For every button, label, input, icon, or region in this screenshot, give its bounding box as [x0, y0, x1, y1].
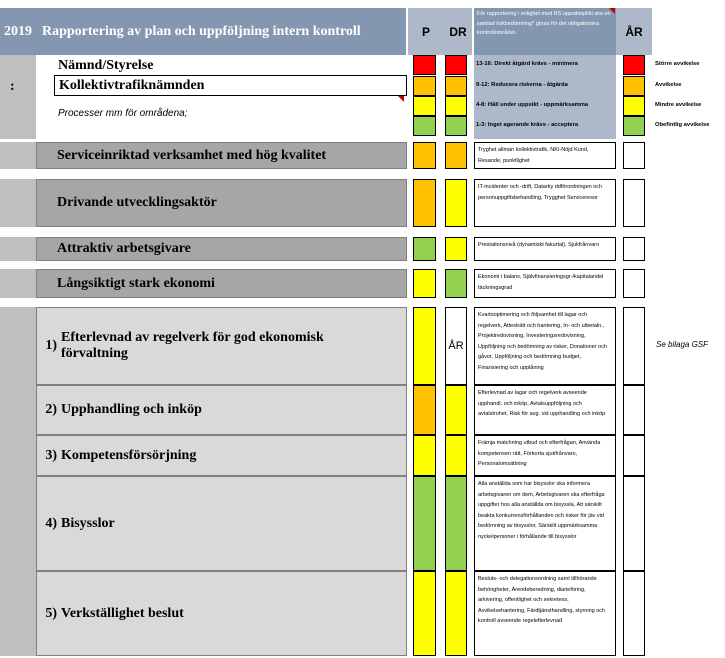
process-description: Alla anställda som har bisysslor ska informera arbetsgivaren om dem, Arbetsgivaren ska efterfråga uppgifter hos alla anställda om bisyssla, Att särskilt beakta konkurrensförhållanden och risker för jäv vid bedömning av bisysslor, Särskilt uppmärksamma nyckelpersoner i förhållande till bisysslor — [474, 476, 616, 571]
process-note: Se bilaga GSF — [656, 340, 709, 349]
process-heading — [36, 476, 407, 571]
left-margin — [0, 435, 36, 476]
ar-rating-cell[interactable] — [623, 142, 645, 169]
ar-rating-cell[interactable] — [623, 307, 645, 385]
page-title: Rapportering av plan och uppföljning intern kontroll — [42, 23, 361, 39]
ar-rating-cell[interactable] — [623, 435, 645, 476]
p-rating-cell — [413, 142, 436, 169]
process-number: 3) — [45, 447, 57, 463]
section-description: Ekonomi i balans, Självfinansieringsgr-/kapitalandel täckningsgrad — [474, 269, 616, 298]
left-margin — [0, 385, 36, 435]
namnd-prefix: : — [10, 79, 15, 94]
dr-rating-cell — [445, 179, 467, 227]
left-margin — [0, 307, 36, 385]
section-description: Tryghet allmän kollektivtrafik, NKI-Nöjd Kund, Resande, punktlighet — [474, 142, 616, 169]
legend-ar-text: Större avvikelse — [655, 61, 700, 67]
legend-dr-swatch — [445, 55, 467, 75]
legend-code-text: 4-8: Håll under uppsikt - uppmärksamma — [476, 102, 589, 108]
left-margin — [0, 142, 36, 169]
p-rating-cell — [413, 237, 436, 261]
p-rating-cell — [413, 385, 436, 435]
section-description: IT-incidenter och -drift, Datarky ddförordningen och personuppgiftsbehandling, Trygghet Serviceresor — [474, 179, 616, 227]
ar-rating-cell[interactable] — [623, 476, 645, 571]
p-rating-cell — [413, 435, 436, 476]
legend-p-swatch — [413, 96, 436, 116]
legend-ar-swatch — [623, 55, 645, 75]
info-block — [10, 55, 408, 139]
legend-ar-swatch — [623, 96, 645, 116]
process-description: Kvartsoptimering och följsamhet till lagar och regelverk, Attesträtt och hantering, In- och utbetaln., Projektredovisning, Investeringsredovisning, Uppföljning och bedömning av risker, Donationer och gåvor, Uppföljning och bedömning budget, Finansiering och upplåning — [474, 307, 616, 385]
legend-code-text: 13-16: Direkt åtgärd krävs - minimera — [476, 61, 578, 67]
process-title: Upphandling och inköp — [61, 402, 202, 417]
year-label: 2019 — [4, 23, 32, 39]
process-heading — [36, 435, 407, 476]
risk-note: För rapportering i enlighet med RS uppsiktsplikt ska en samlad riskbedömning* göras för det obligatoriska kontrollområdet. — [474, 8, 616, 55]
section-title: Attraktiv arbetsgivare — [57, 241, 191, 256]
process-heading — [36, 385, 407, 435]
namnd-field[interactable]: Kollektivtrafiknämnden — [54, 75, 407, 96]
legend-p-swatch — [413, 116, 436, 136]
left-margin — [0, 179, 36, 227]
legend-p-swatch — [413, 55, 436, 75]
legend-code-text: 9-12: Reducera riskerna - åtgärda — [476, 82, 568, 88]
process-title: Efterlevnad av regelverk för god ekonomisk förvaltning — [61, 330, 324, 361]
process-number: 4) — [45, 515, 57, 531]
dr-rating-cell — [445, 142, 467, 169]
process-title: Bisysslor — [61, 515, 115, 531]
left-margin — [0, 237, 36, 261]
process-number: 1) — [45, 338, 57, 353]
process-heading — [36, 307, 407, 385]
processes-hint: Processer mm för områdena; — [58, 108, 188, 119]
section-title: Serviceinriktad verksamhet med hög kvalitet — [57, 147, 327, 163]
namnd-label: Nämnd/Styrelse — [58, 58, 154, 73]
section-heading — [36, 179, 407, 227]
left-margin — [0, 476, 36, 571]
section-title: Drivande utvecklingsaktör — [57, 195, 217, 210]
ar-rating-cell[interactable] — [623, 179, 645, 227]
dr-rating-cell — [445, 269, 467, 298]
p-rating-cell — [413, 179, 436, 227]
p-rating-cell — [413, 269, 436, 298]
dr-rating-cell — [445, 571, 467, 656]
dr-rating-text: ÅR — [448, 340, 464, 352]
process-heading — [36, 571, 407, 656]
ar-rating-cell[interactable] — [623, 571, 645, 656]
col-ar-header: ÅR — [616, 8, 652, 55]
legend-dr-swatch — [445, 96, 467, 116]
legend-code-text: 1-3: Inget agerande krävs - acceptera — [476, 122, 579, 128]
dr-rating-cell — [445, 237, 467, 261]
legend-comment-marker — [609, 8, 615, 14]
legend-ar-text: Avvikelse — [655, 82, 682, 88]
section-description: Prestationsnivå (dynamiskt fakurtal), Sjukfrånvaro — [474, 237, 616, 261]
section-heading — [36, 142, 407, 169]
process-number: 2) — [45, 402, 57, 417]
dr-rating-cell — [445, 476, 467, 571]
process-description: Besluts- och delegationsordning samt tillhörande behörigheter, Ärendeberedning, diarieföring, arkivering, offentlighet och sekretess, Avvikelsehantering, Färdtjänsthandling, styrning och kontroll avseende regelefterlevnad — [474, 571, 616, 656]
left-margin — [0, 55, 36, 139]
process-title: Kompetensförsörjning — [61, 447, 197, 463]
process-description: Efterlevnad av lagar och regelverk avseende upphandl. och inköp, Avtalsuppföljning och avtalstrohet, Risk för avg. vid upphandling och inköp — [474, 385, 616, 435]
process-number: 5) — [45, 605, 57, 621]
left-margin — [0, 571, 36, 656]
legend-ar-swatch — [623, 76, 645, 96]
ar-rating-cell[interactable] — [623, 385, 645, 435]
legend-dr-swatch — [445, 76, 467, 96]
comment-marker — [398, 96, 404, 102]
p-rating-cell — [413, 476, 436, 571]
left-margin — [0, 269, 36, 298]
legend-ar-text: Obefintlig avvikelse — [655, 122, 710, 128]
col-dr-header: DR — [444, 8, 472, 55]
section-heading — [36, 237, 407, 261]
process-title: Verkställighet beslut — [61, 605, 184, 621]
section-heading — [36, 269, 407, 298]
dr-rating-cell — [445, 307, 467, 385]
legend-p-swatch — [413, 76, 436, 96]
col-p-header: P — [408, 8, 444, 55]
legend-ar-swatch — [623, 116, 645, 136]
p-rating-cell — [413, 307, 436, 385]
ar-rating-cell[interactable] — [623, 237, 645, 261]
dr-rating-cell — [445, 385, 467, 435]
section-title: Långsiktigt stark ekonomi — [57, 275, 215, 291]
process-description: Främja matchning utbud och efterfrågan, Använda kompetensen rätt, Förkorta sjukfrånvaro, Personalomsättning — [474, 435, 616, 476]
dr-rating-cell — [445, 435, 467, 476]
legend-ar-text: Mindre avvikelse — [655, 102, 702, 108]
header-bar — [0, 8, 406, 55]
ar-rating-cell[interactable] — [623, 269, 645, 298]
p-rating-cell — [413, 571, 436, 656]
legend-dr-swatch — [445, 116, 467, 136]
